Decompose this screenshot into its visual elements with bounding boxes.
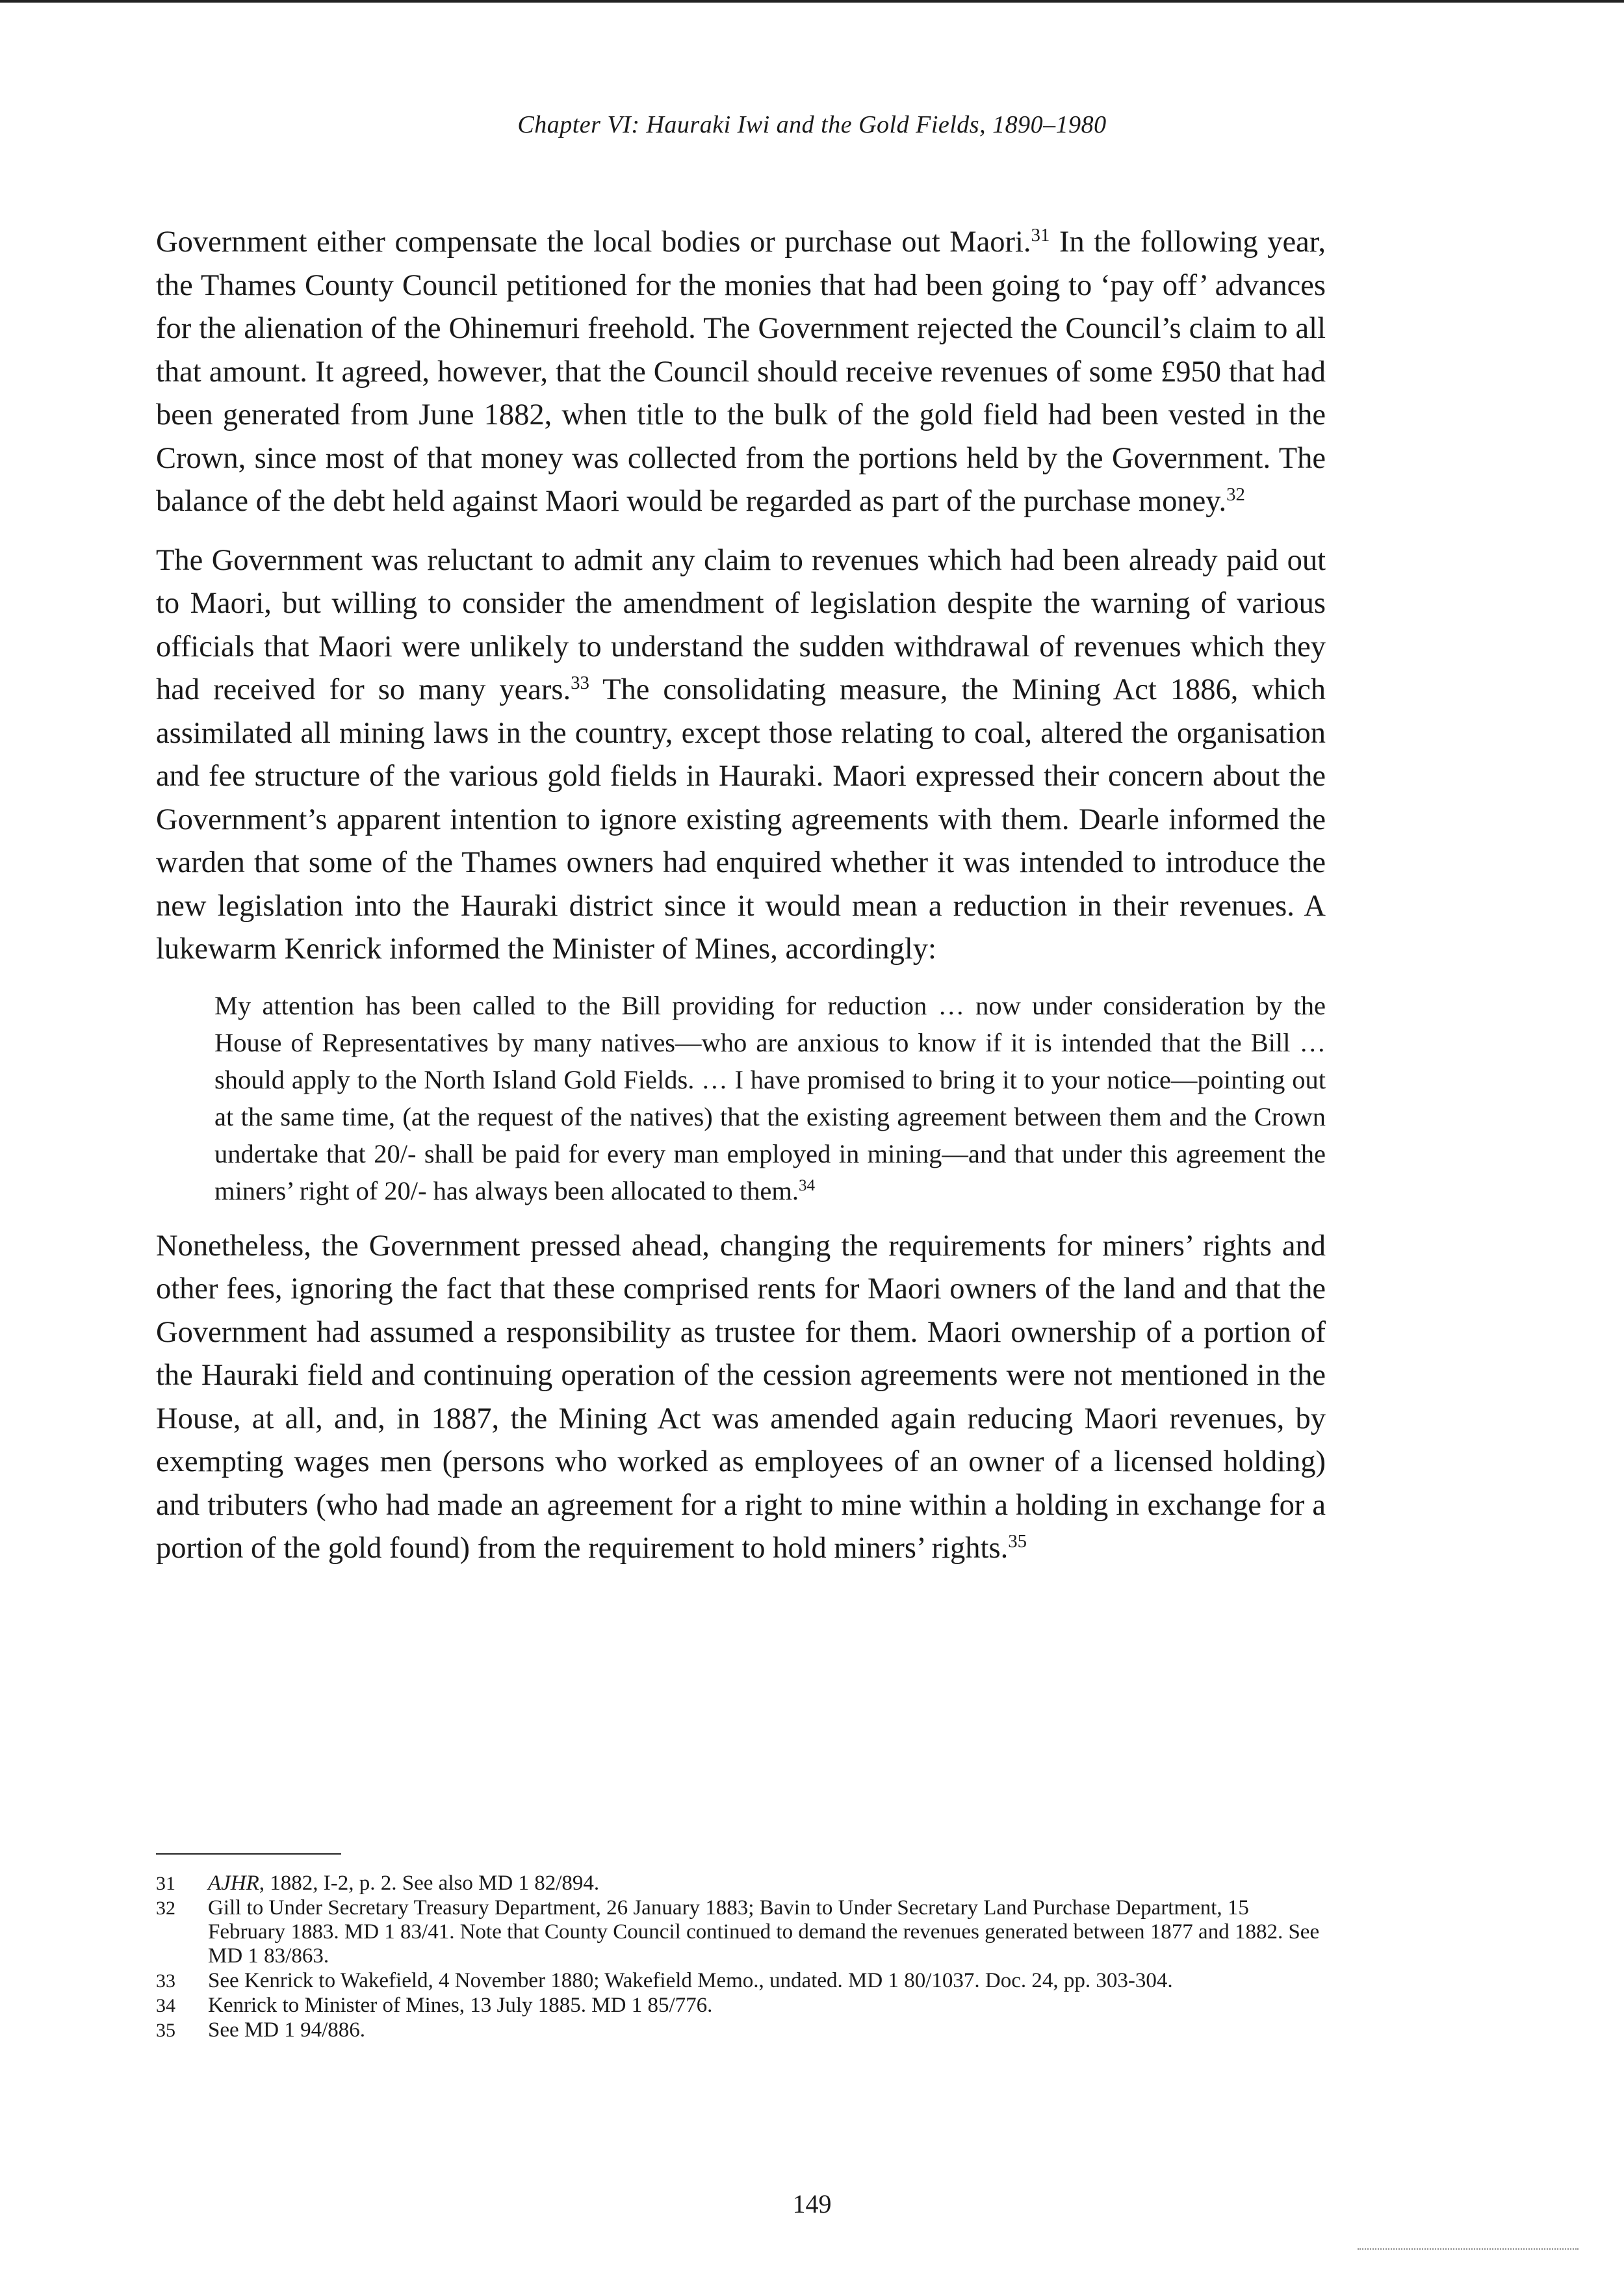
footnotes	[156, 1871, 1326, 2043]
footnote-source-italic: AJHR	[208, 1871, 259, 1895]
footnote-text: See MD 1 94/886.	[208, 2018, 365, 2042]
paragraph-2-text-a: The Government was reluctant to admit any claim to revenues which had been already paid out to Maori, but willing to consider the amendment of legislation despite the warning of various officials that Maori were unlikely to understand the sudden withdrawal of revenues which they had received for so many years.	[156, 543, 1326, 706]
running-head: Chapter VI: Hauraki Iwi and the Gold Fields, 1890–1980	[517, 111, 1107, 138]
footnote-rule	[156, 1853, 341, 1855]
footnote-body: , 1882, I-2, p. 2. See also MD 1 82/894.	[259, 1871, 600, 1895]
footnote-text: Gill to Under Secretary Treasury Department, 26 January 1883; Bavin to Under Secretary Land Purchase Department, 15 February 1883. MD 1 83/41. Note that County Council continued to demand the revenues generated between 1877 and 1882. See MD 1 83/863.	[208, 1896, 1320, 1968]
footnote-ref-32[interactable]: 32	[1226, 484, 1245, 506]
body-text	[156, 221, 1326, 1586]
paragraph-3	[156, 1225, 1326, 1571]
paragraph-3-text: Nonetheless, the Government pressed ahead, changing the requirements for miners’ rights and other fees, ignoring the fact that these comprised rents for Maori owners of the land and that the Government had assumed a responsibility as trustee for them. Maori ownership of a portion of the Hauraki field and continuing operation of the cession agreements were not mentioned in the House, at all, and, in 1887, the Mining Act was amended again reducing Maori revenues, by exempting wages men (persons who worked as employees of an owner of a licensed holding) and tributers (who had made an agreement for a right to mine within a holding in exchange for a portion of the gold found) from the requirement to hold miners’ rights.	[156, 1229, 1326, 1565]
paragraph-1-text-b: In the following year, the Thames County Council petitioned for the monies that had been going to ‘pay off’ advances for the alienation of the Ohinemuri freehold. The Government rejected the Council’s claim to all that amount. It agreed, however, that the Council should receive revenues of some £950 that had been generated from June 1882, when title to the bulk of the gold field had been vested in the Crown, since most of that money was collected from the portions held by the Government. The balance of the debt held against Maori would be regarded as part of the purchase money.	[156, 225, 1326, 518]
top-rule	[0, 0, 1624, 3]
footnote-ref-35[interactable]: 35	[1008, 1531, 1027, 1552]
scan-edge-mark	[1358, 2248, 1579, 2251]
page-number: 149	[792, 2189, 832, 2218]
footnote-number: 34	[156, 1995, 175, 2016]
footnote-34	[156, 1994, 1326, 2018]
footnote-31	[156, 1871, 1326, 1896]
paragraph-1	[156, 221, 1326, 524]
paragraph-2-text-b: The consolidating measure, the Mining Act 1886, which assimilated all mining laws in the country, except those relating to coal, altered the organisation and fee structure of the various gold fields in Hauraki. Maori expressed their concern about the Government’s apparent intention to ignore existing agreements with them. Dearle informed the warden that some of the Thames owners had enquired whether it was intended to introduce the new legislation into the Hauraki district since it would mean a reduction in their revenues. A lukewarm Kenrick informed the Minister of Mines, accordingly:	[156, 673, 1326, 966]
footnote-33	[156, 1969, 1326, 1993]
paragraph-1-text-a: Government either compensate the local bodies or purchase out Maori.	[156, 225, 1031, 259]
footnote-number: 31	[156, 1873, 175, 1894]
footnote-35	[156, 2018, 1326, 2042]
block-quote-text: My attention has been called to the Bill providing for reduction … now under consideration by the House of Representatives by many natives—who are anxious to know if it is intended that the Bill … should apply to the North Island Gold Fields. … I have promised to bring it to your notice—pointing out at the same time, (at the request of the natives) that the existing agreement between them and the Crown undertake that 20/- shall be paid for every man employed in mining—and that under this agreement the miners’ right of 20/- has always been allocated to them.	[214, 990, 1326, 1205]
paragraph-2	[156, 539, 1326, 971]
footnote-text: Kenrick to Minister of Mines, 13 July 1885. MD 1 85/776.	[208, 1994, 713, 2017]
footnote-number: 32	[156, 1897, 175, 1919]
block-quote	[214, 987, 1326, 1209]
footnote-ref-34[interactable]: 34	[798, 1176, 816, 1194]
footnote-number: 33	[156, 1970, 175, 1992]
footnote-text	[208, 1871, 1326, 1896]
footnote-ref-31[interactable]: 31	[1031, 225, 1050, 246]
footnote-text: See Kenrick to Wakefield, 4 November 1880; Wakefield Memo., undated. MD 1 80/1037. Doc. 24, pp. 303-304.	[208, 1969, 1173, 1992]
footnote-ref-33[interactable]: 33	[571, 673, 589, 694]
footnote-32	[156, 1896, 1326, 1968]
footnote-number: 35	[156, 2020, 175, 2041]
